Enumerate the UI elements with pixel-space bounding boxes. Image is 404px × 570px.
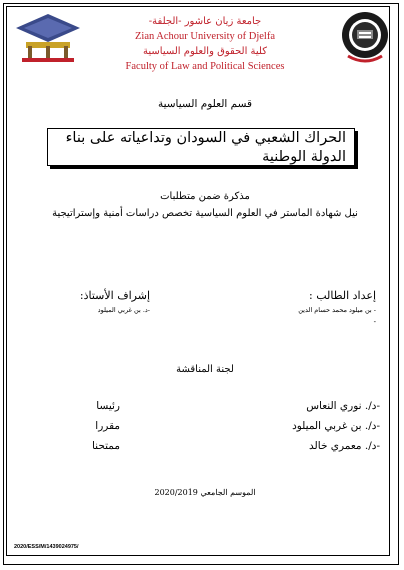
memo-line-1: مذكرة ضمن متطلبات: [160, 191, 250, 202]
student-name: - بن ميلود محمد حسام الدين: [298, 306, 376, 314]
university-name-ar: جامعة زيان عاشور -الجلفة-: [148, 16, 262, 27]
committee-member-name: -د/. معمري خالد: [309, 440, 380, 452]
faculty-name-en: Faculty of Law and Political Sciences: [125, 61, 285, 72]
university-logo: [340, 10, 390, 64]
committee-title: لجنة المناقشة: [176, 364, 234, 375]
header-block: [100, 14, 310, 74]
document-code: 2020/ESS/M/1439024975/: [14, 544, 79, 550]
committee-member-role: مقررا: [95, 420, 120, 432]
student-name-extra: -: [373, 318, 376, 326]
committee-member-role: ممتحنا: [91, 440, 120, 452]
academic-season: الموسم الجامعي 2020/2019: [154, 488, 256, 497]
faculty-logo: [12, 10, 84, 66]
memo-line-2: نيل شهادة الماستر في العلوم السياسية تخصص دراسات أمنية وإستراتيجية: [52, 208, 358, 219]
committee-member-name: -د/. بن غربي الميلود: [292, 420, 380, 432]
committee-member-role: رئيسا: [96, 400, 120, 412]
supervision-label: إشراف الأستاذ:: [79, 289, 150, 302]
committee-member-name: -د/. نوري النعاس: [306, 400, 380, 412]
thesis-title: الحراك الشعبي في السودان وتداعياته على بناء الدولة الوطنية: [47, 128, 355, 166]
memo-block: [40, 188, 370, 222]
faculty-name-ar: كلية الحقوق والعلوم السياسية: [143, 46, 267, 57]
page-inner-border: [6, 6, 390, 556]
department-name: قسم العلوم السياسية: [157, 98, 253, 110]
university-name-en: Zian Achour University of Djelfa: [135, 31, 275, 42]
supervisor-name: -د. بن غربي الميلود: [97, 306, 150, 314]
preparation-label: إعداد الطالب :: [309, 289, 376, 302]
